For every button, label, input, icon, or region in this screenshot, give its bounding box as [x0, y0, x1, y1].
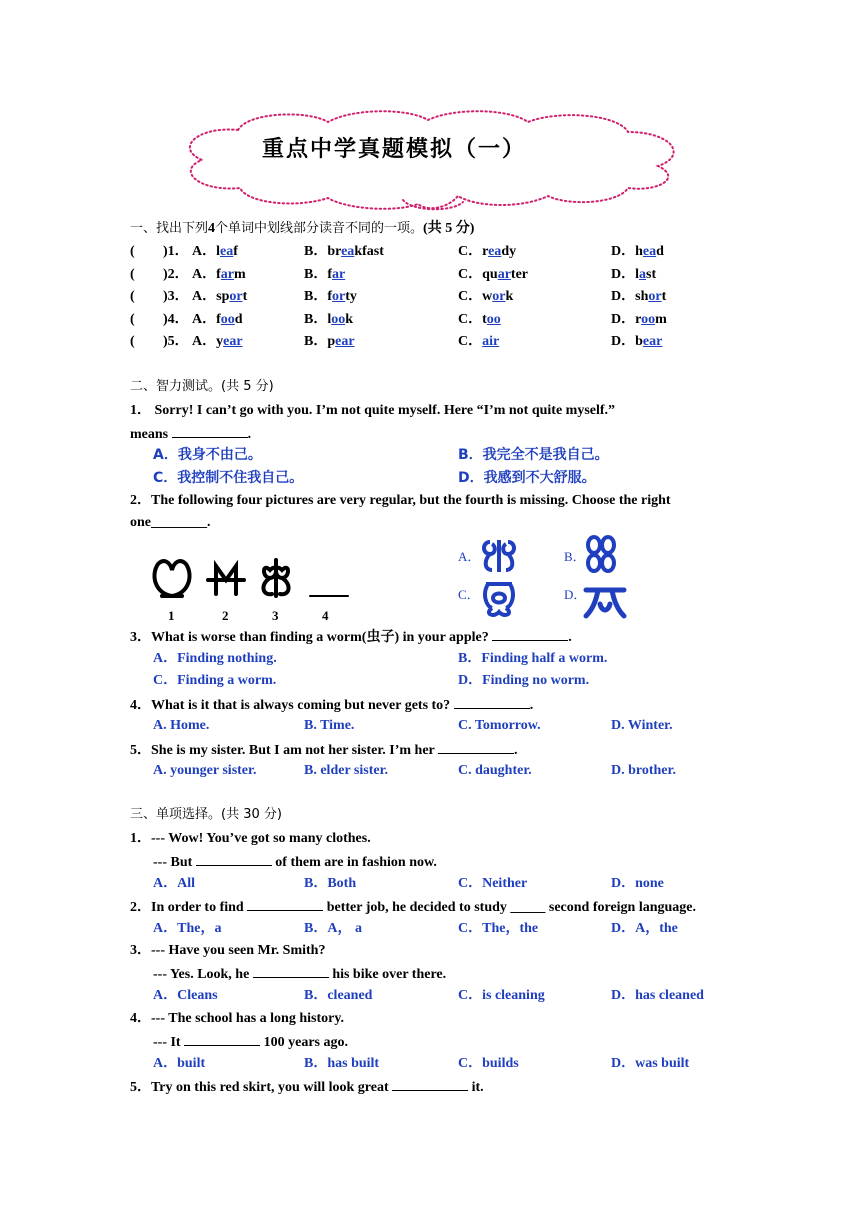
- underlined-letters: ear: [642, 334, 663, 350]
- underlined-letters: ear: [223, 334, 243, 350]
- option-b: B．A， a: [304, 921, 362, 936]
- word-part: f: [233, 244, 238, 259]
- word-part: A．: [192, 289, 217, 305]
- option-a: [192, 243, 238, 261]
- option-a: A. Home.: [153, 718, 210, 733]
- option-b: B．我完全不是我自己。: [458, 447, 609, 463]
- option-d: [611, 311, 667, 329]
- option-b: B. elder sister.: [304, 763, 388, 778]
- word-part: f: [327, 289, 333, 305]
- option-b: [304, 243, 384, 261]
- question-number: )5．: [163, 334, 189, 350]
- word-part: y: [216, 334, 224, 350]
- word-part: B．: [304, 244, 328, 259]
- option-a: A．built: [153, 1056, 206, 1071]
- question-text: 4．--- The school has a long history.: [130, 1011, 345, 1026]
- option-c: C. daughter.: [458, 763, 532, 778]
- word-part: sh: [635, 289, 649, 305]
- word-part: D．: [611, 334, 636, 350]
- option-b: [304, 311, 353, 329]
- option-c: C．The，the: [458, 921, 539, 936]
- question-text: 1． Sorry! I can’t go with you. I’m not quite myself. Here “I’m not quite myself.”: [130, 403, 616, 418]
- word-part: l: [216, 244, 221, 259]
- option-c: [458, 288, 513, 306]
- word-part: qu: [482, 266, 498, 282]
- option-a: A．Cleans: [153, 988, 218, 1003]
- word-part: l: [327, 311, 332, 327]
- word-part: l: [635, 266, 640, 282]
- option-d: D. brother.: [611, 763, 676, 778]
- option-c: C．is cleaning: [458, 988, 545, 1003]
- option-c: [458, 266, 528, 284]
- option-c: [458, 311, 501, 329]
- question-text: 1．--- Wow! You’ve got so many clothes.: [130, 831, 371, 846]
- option-b: B．Finding half a worm.: [458, 651, 608, 666]
- option-a: [192, 288, 247, 306]
- question-number: )2．: [163, 266, 189, 282]
- option-a: [192, 333, 243, 351]
- option-b: [304, 288, 357, 306]
- figure-option-b-label: B．: [564, 549, 586, 564]
- question-text: 3．What is worse than finding a worm(虫子) in your apple? .: [130, 627, 572, 647]
- underlined-letters: or: [492, 289, 506, 305]
- figure-1-icon: [154, 561, 189, 596]
- option-d: [611, 243, 664, 261]
- option-c: C. Tomorrow.: [458, 718, 541, 733]
- word-part: sp: [216, 289, 230, 305]
- answer-blank[interactable]: [172, 424, 248, 438]
- question-text: --- But of them are in fashion now.: [153, 852, 437, 872]
- word-part: C．: [458, 289, 483, 305]
- option-c: [458, 333, 499, 351]
- underlined-letters: ar: [220, 266, 235, 282]
- figure-option-a-icon: [480, 536, 518, 576]
- option-a: [192, 266, 246, 284]
- word-part: w: [482, 289, 493, 305]
- option-c: [458, 243, 516, 261]
- word-part: C．: [458, 266, 483, 282]
- question-text: 2．In order to find better job, he decided to study _____ second foreign language.: [130, 897, 696, 917]
- question-text: 2．The following four pictures are very regular, but the fourth is missing. Choose the right: [130, 493, 671, 508]
- underlined-letters: oo: [331, 311, 346, 327]
- underlined-letters: ar: [332, 266, 346, 282]
- word-part: C．: [458, 311, 483, 327]
- answer-blank[interactable]: [492, 627, 568, 641]
- figure-number: 2: [222, 608, 229, 623]
- word-part: r: [482, 244, 489, 259]
- underlined-letters: or: [229, 289, 243, 305]
- option-b: B．cleaned: [304, 988, 373, 1003]
- word-part: dy: [501, 244, 517, 259]
- question-text: 4．What is it that is always coming but never gets to? .: [130, 695, 533, 715]
- question-number: )4．: [163, 311, 189, 327]
- figure-number: 4: [322, 608, 329, 623]
- answer-paren[interactable]: (: [130, 244, 135, 259]
- option-c: C．我控制不住我自己。: [153, 470, 304, 486]
- option-d: D．was built: [611, 1056, 690, 1071]
- section2-heading: 二、智力测试。(共 5 分): [130, 379, 274, 394]
- option-a: A．All: [153, 876, 195, 891]
- option-a: A. younger sister.: [153, 763, 257, 778]
- figure-option-c-label: C．: [458, 587, 480, 602]
- word-part: h: [635, 244, 643, 259]
- question-text: --- Yes. Look, he his bike over there.: [153, 964, 446, 984]
- option-a: [192, 311, 243, 329]
- option-d: D．A，the: [611, 921, 678, 936]
- word-part: t: [242, 289, 248, 305]
- word-part: f: [327, 266, 333, 282]
- answer-blank[interactable]: [392, 1077, 468, 1091]
- question-text: 3．--- Have you seen Mr. Smith?: [130, 943, 326, 958]
- word-part: t: [482, 311, 487, 327]
- word-part: f: [216, 266, 221, 282]
- underlined-letters: ear: [335, 334, 355, 350]
- option-b: B. Time.: [304, 718, 355, 733]
- option-b: [304, 333, 355, 351]
- word-part: A．: [192, 266, 217, 282]
- word-part: D．: [611, 289, 636, 305]
- figure-option-d-icon: [582, 584, 628, 620]
- option-d: [611, 333, 662, 351]
- option-d: [611, 266, 656, 284]
- underlined-letters: oo: [486, 311, 501, 327]
- word-part: C．: [458, 244, 483, 259]
- underlined-letters: ea: [642, 244, 657, 259]
- word-part: m: [655, 311, 667, 327]
- answer-paren[interactable]: (: [130, 266, 135, 282]
- word-part: p: [327, 334, 336, 350]
- question-text: --- It 100 years ago.: [153, 1032, 348, 1052]
- figure-option-b-icon: [584, 534, 618, 576]
- figure-3-icon: [263, 560, 288, 596]
- question-text: means .: [130, 424, 251, 444]
- option-c: C．Finding a worm.: [153, 673, 277, 688]
- word-part: D．: [611, 311, 636, 327]
- word-part: ter: [510, 266, 529, 282]
- word-part: d: [234, 311, 243, 327]
- option-d: D．has cleaned: [611, 988, 704, 1003]
- answer-blank[interactable]: [253, 964, 329, 978]
- word-part: B．: [304, 334, 328, 350]
- word-part: A．: [192, 334, 217, 350]
- figure-2-icon: [208, 566, 244, 594]
- word-part: A．: [192, 244, 217, 259]
- page-title: 重点中学真题模拟（一）: [262, 137, 527, 162]
- underlined-letters: or: [332, 289, 346, 305]
- option-d: D. Winter.: [611, 718, 673, 733]
- underlined-letters: ar: [497, 266, 511, 282]
- answer-blank[interactable]: [438, 740, 514, 754]
- figure-number: 1: [168, 608, 175, 623]
- underlined-letters: or: [648, 289, 662, 305]
- word-part: k: [505, 289, 514, 305]
- section3-heading: 三、单项选择。(共 30 分): [130, 807, 282, 822]
- option-a: A．Finding nothing.: [153, 651, 277, 666]
- option-b: B．has built: [304, 1056, 380, 1071]
- word-part: B．: [304, 266, 328, 282]
- answer-blank[interactable]: [184, 1032, 260, 1046]
- question-number: )1．: [163, 244, 189, 259]
- pattern-figures: [150, 556, 360, 626]
- word-part: D．: [611, 244, 636, 259]
- answer-blank[interactable]: [247, 897, 323, 911]
- underlined-letters: ea: [341, 244, 355, 259]
- figure-option-c-icon: [480, 578, 518, 620]
- word-part: f: [216, 311, 221, 327]
- option-d: [611, 288, 666, 306]
- word-part: ty: [345, 289, 357, 305]
- word-part: D．: [611, 266, 636, 282]
- figure-number: 3: [272, 608, 279, 623]
- answer-paren[interactable]: (: [130, 334, 135, 350]
- word-part: B．: [304, 311, 328, 327]
- underlined-letters: ea: [488, 244, 502, 259]
- option-d: D．none: [611, 876, 664, 891]
- underlined-letters: oo: [220, 311, 235, 327]
- word-part: m: [234, 266, 246, 282]
- word-part: r: [635, 311, 642, 327]
- section1-heading: 一、找出下列4个单词中划线部分读音不同的一项。(共 5 分): [130, 221, 475, 236]
- word-part: B．: [304, 289, 328, 305]
- option-c: C．Neither: [458, 876, 528, 891]
- word-part: C．: [458, 334, 483, 350]
- option-b: [304, 266, 345, 284]
- underlined-letters: a: [639, 266, 647, 282]
- figure-option-a-label: A．: [458, 549, 481, 564]
- question-number: )3．: [163, 289, 189, 305]
- underlined-letters: oo: [641, 311, 656, 327]
- word-part: st: [646, 266, 657, 282]
- option-a: A．我身不由己。: [153, 447, 262, 463]
- word-part: d: [656, 244, 664, 259]
- underlined-letters: ea: [220, 244, 234, 259]
- word-part: A．: [192, 311, 217, 327]
- title-cloud-border: [178, 108, 682, 218]
- word-part: b: [635, 334, 643, 350]
- question-text: 5．Try on this red skirt, you will look great it.: [130, 1077, 484, 1097]
- underlined-letters: air: [482, 334, 500, 350]
- option-d: D．我感到不大舒服。: [458, 470, 596, 486]
- option-b: B．Both: [304, 876, 357, 891]
- word-part: kfast: [354, 244, 384, 259]
- question-text: 5．She is my sister. But I am not her sister. I’m her .: [130, 740, 518, 760]
- option-d: D．Finding no worm.: [458, 673, 590, 688]
- word-part: t: [661, 289, 667, 305]
- answer-blank[interactable]: [196, 852, 272, 866]
- answer-paren[interactable]: (: [130, 289, 135, 305]
- answer-paren[interactable]: (: [130, 311, 135, 327]
- answer-blank[interactable]: [454, 695, 530, 709]
- question-text: one________.: [130, 515, 211, 530]
- figure-option-d-label: D．: [564, 587, 587, 602]
- word-part: k: [345, 311, 354, 327]
- option-c: C．builds: [458, 1056, 519, 1071]
- option-a: A．The，a: [153, 921, 222, 936]
- word-part: br: [327, 244, 342, 259]
